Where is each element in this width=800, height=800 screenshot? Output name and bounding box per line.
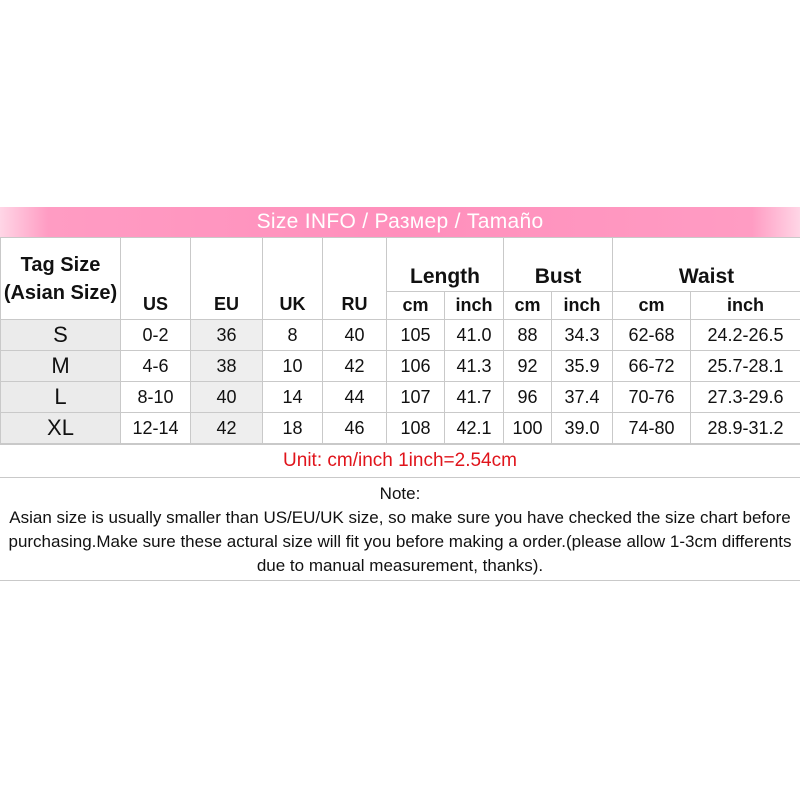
eu-cell: 38 bbox=[191, 351, 263, 382]
size-info-banner: Size INFO / Размер / Tamaño bbox=[0, 207, 800, 237]
length-cm-cell: 108 bbox=[387, 413, 445, 444]
us-cell: 4-6 bbox=[121, 351, 191, 382]
bust-inch-cell: 35.9 bbox=[552, 351, 613, 382]
waist-cm-header: cm bbox=[613, 292, 691, 320]
length-cm-header: cm bbox=[387, 292, 445, 320]
length-inch-cell: 42.1 bbox=[445, 413, 504, 444]
uk-cell: 14 bbox=[263, 382, 323, 413]
waist-inch-cell: 28.9-31.2 bbox=[691, 413, 800, 444]
bust-cm-cell: 100 bbox=[504, 413, 552, 444]
length-cm-cell: 107 bbox=[387, 382, 445, 413]
tag-size-cell: M bbox=[1, 351, 121, 382]
waist-cm-cell: 74-80 bbox=[613, 413, 691, 444]
length-cm-cell: 106 bbox=[387, 351, 445, 382]
us-header: US bbox=[121, 238, 191, 320]
eu-cell: 36 bbox=[191, 320, 263, 351]
bust-cm-cell: 96 bbox=[504, 382, 552, 413]
eu-cell: 40 bbox=[191, 382, 263, 413]
us-cell: 12-14 bbox=[121, 413, 191, 444]
uk-header: UK bbox=[263, 238, 323, 320]
length-inch-cell: 41.0 bbox=[445, 320, 504, 351]
bust-inch-cell: 39.0 bbox=[552, 413, 613, 444]
bust-cm-header: cm bbox=[504, 292, 552, 320]
tag-size-header: Tag Size (Asian Size) bbox=[1, 238, 121, 320]
length-inch-cell: 41.7 bbox=[445, 382, 504, 413]
ru-cell: 44 bbox=[323, 382, 387, 413]
table-row bbox=[1, 382, 800, 413]
ru-header: RU bbox=[323, 238, 387, 320]
waist-inch-header: inch bbox=[691, 292, 800, 320]
size-table bbox=[0, 237, 800, 444]
bust-inch-header: inch bbox=[552, 292, 613, 320]
eu-cell: 42 bbox=[191, 413, 263, 444]
waist-cm-cell: 66-72 bbox=[613, 351, 691, 382]
bust-inch-cell: 37.4 bbox=[552, 382, 613, 413]
tag-size-cell: L bbox=[1, 382, 121, 413]
uk-cell: 10 bbox=[263, 351, 323, 382]
note-block bbox=[0, 478, 800, 581]
note-body: Asian size is usually smaller than US/EU/UK size, so make sure you have checked the size chart before purchasing.Make sure these actural size will fit you before making a order.(please allow 1-3cm differents due to manual measurement, thanks). bbox=[8, 508, 792, 575]
length-inch-header: inch bbox=[445, 292, 504, 320]
bust-cm-cell: 88 bbox=[504, 320, 552, 351]
waist-inch-cell: 27.3-29.6 bbox=[691, 382, 800, 413]
ru-cell: 42 bbox=[323, 351, 387, 382]
note-title: Note: bbox=[379, 484, 421, 503]
waist-inch-cell: 25.7-28.1 bbox=[691, 351, 800, 382]
waist-inch-cell: 24.2-26.5 bbox=[691, 320, 800, 351]
uk-cell: 8 bbox=[263, 320, 323, 351]
table-row bbox=[1, 320, 800, 351]
uk-cell: 18 bbox=[263, 413, 323, 444]
ru-cell: 40 bbox=[323, 320, 387, 351]
length-cm-cell: 105 bbox=[387, 320, 445, 351]
tag-size-cell: XL bbox=[1, 413, 121, 444]
table-row bbox=[1, 413, 800, 444]
waist-header: Waist bbox=[613, 238, 800, 292]
waist-cm-cell: 70-76 bbox=[613, 382, 691, 413]
bust-header: Bust bbox=[504, 238, 613, 292]
ru-cell: 46 bbox=[323, 413, 387, 444]
length-inch-cell: 41.3 bbox=[445, 351, 504, 382]
tag-size-cell: S bbox=[1, 320, 121, 351]
waist-cm-cell: 62-68 bbox=[613, 320, 691, 351]
header-row-top bbox=[1, 238, 800, 292]
table-row bbox=[1, 351, 800, 382]
us-cell: 8-10 bbox=[121, 382, 191, 413]
unit-note: Unit: cm/inch 1inch=2.54cm bbox=[0, 444, 800, 478]
bust-cm-cell: 92 bbox=[504, 351, 552, 382]
bust-inch-cell: 34.3 bbox=[552, 320, 613, 351]
eu-header: EU bbox=[191, 238, 263, 320]
size-chart bbox=[0, 207, 800, 581]
length-header: Length bbox=[387, 238, 504, 292]
us-cell: 0-2 bbox=[121, 320, 191, 351]
